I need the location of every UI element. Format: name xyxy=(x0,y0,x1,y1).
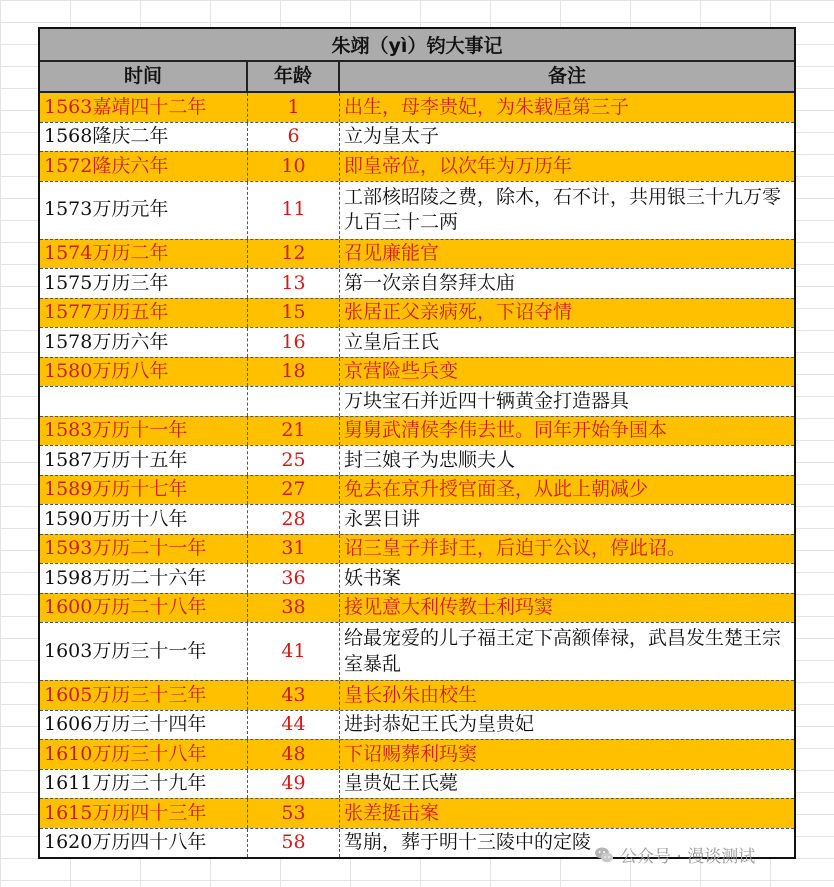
cell-note[interactable]: 万块宝石并近四十辆黄金打造器具 xyxy=(344,389,630,412)
cell-age[interactable]: 6 xyxy=(248,123,340,152)
wechat-icon xyxy=(594,845,614,865)
table-row xyxy=(40,739,794,769)
table-row xyxy=(40,798,794,828)
table-row xyxy=(40,268,794,298)
cell-note[interactable]: 舅舅武清侯李伟去世。同年开始争国本 xyxy=(344,419,668,442)
watermark-text: 公众号 · 漫谈测试 xyxy=(620,847,756,867)
cell-age[interactable]: 10 xyxy=(248,152,340,181)
table-row xyxy=(40,475,794,505)
cell-age[interactable]: 53 xyxy=(248,799,340,828)
table-row xyxy=(40,769,794,799)
cell-time[interactable]: 1611万历三十九年 xyxy=(40,770,248,799)
cell-note[interactable]: 张居正父亲病死，下诏夺情 xyxy=(344,301,573,324)
cell-note[interactable]: 张差挺击案 xyxy=(344,801,440,824)
table-row xyxy=(40,357,794,387)
cell-note[interactable]: 皇长孙朱由校生 xyxy=(344,683,478,706)
table-row xyxy=(40,93,794,122)
cell-age[interactable] xyxy=(248,387,340,416)
cell-note[interactable]: 皇贵妃王氏薨 xyxy=(344,772,459,795)
cell-time[interactable]: 1593万历二十一年 xyxy=(40,535,248,564)
table-row xyxy=(40,239,794,269)
cell-age[interactable]: 36 xyxy=(248,564,340,593)
table-row xyxy=(40,534,794,564)
cell-age[interactable]: 21 xyxy=(248,417,340,446)
cell-age[interactable]: 1 xyxy=(248,93,340,122)
cell-age[interactable]: 49 xyxy=(248,770,340,799)
cell-note[interactable]: 永罢日讲 xyxy=(344,507,421,530)
table-row xyxy=(40,386,794,416)
cell-time[interactable]: 1575万历三年 xyxy=(40,269,248,298)
header-note[interactable]: 备注 xyxy=(547,64,586,87)
cell-age[interactable]: 18 xyxy=(248,358,340,387)
events-table xyxy=(38,27,796,859)
table-title-text: 朱翊（yì）钧大事记 xyxy=(331,35,503,57)
cell-note[interactable]: 第一次亲自祭拜太庙 xyxy=(344,271,516,294)
cell-age[interactable]: 16 xyxy=(248,328,340,357)
cell-time[interactable]: 1572隆庆六年 xyxy=(40,152,248,181)
cell-note[interactable]: 诏三皇子并封王，后迫于公议，停此诏。 xyxy=(344,537,687,560)
cell-note[interactable]: 出生，母李贵妃，为朱载垕第三子 xyxy=(344,95,630,118)
cell-age[interactable]: 27 xyxy=(248,476,340,505)
cell-note[interactable]: 立为皇太子 xyxy=(344,125,440,148)
table-row xyxy=(40,298,794,328)
cell-time[interactable]: 1573万历元年 xyxy=(40,182,248,239)
cell-time[interactable]: 1563嘉靖四十二年 xyxy=(40,93,248,122)
cell-time[interactable]: 1606万历三十四年 xyxy=(40,711,248,740)
cell-age[interactable]: 12 xyxy=(248,240,340,269)
table-row xyxy=(40,327,794,357)
cell-time[interactable]: 1610万历三十八年 xyxy=(40,740,248,769)
table-row xyxy=(40,622,794,680)
cell-note[interactable]: 妖书案 xyxy=(344,566,402,589)
cell-time[interactable]: 1589万历十七年 xyxy=(40,476,248,505)
table-body xyxy=(40,93,794,857)
table-row xyxy=(40,122,794,152)
table-row xyxy=(40,445,794,475)
cell-age[interactable]: 58 xyxy=(248,829,340,858)
table-row xyxy=(40,710,794,740)
cell-time[interactable]: 1587万历十五年 xyxy=(40,446,248,475)
cell-time[interactable]: 1600万历二十八年 xyxy=(40,594,248,623)
cell-age[interactable]: 28 xyxy=(248,505,340,534)
cell-time[interactable]: 1605万历三十三年 xyxy=(40,681,248,710)
table-row xyxy=(40,563,794,593)
cell-time[interactable]: 1574万历二年 xyxy=(40,240,248,269)
cell-time[interactable]: 1577万历五年 xyxy=(40,299,248,328)
table-row xyxy=(40,593,794,623)
header-age[interactable]: 年龄 xyxy=(248,62,340,91)
cell-note[interactable]: 立皇后王氏 xyxy=(344,330,440,353)
cell-time[interactable]: 1578万历六年 xyxy=(40,328,248,357)
cell-note[interactable]: 京营险些兵变 xyxy=(344,360,459,383)
table-row xyxy=(40,680,794,710)
cell-time[interactable]: 1580万历八年 xyxy=(40,358,248,387)
cell-note[interactable]: 免去在京升授官面圣，从此上朝减少 xyxy=(344,478,649,501)
table-row xyxy=(40,151,794,181)
cell-age[interactable]: 25 xyxy=(248,446,340,475)
header-time[interactable]: 时间 xyxy=(40,62,248,91)
cell-age[interactable]: 44 xyxy=(248,711,340,740)
cell-age[interactable]: 13 xyxy=(248,269,340,298)
cell-time[interactable] xyxy=(40,387,248,416)
cell-age[interactable]: 11 xyxy=(248,182,340,239)
cell-time[interactable]: 1598万历二十六年 xyxy=(40,564,248,593)
cell-note[interactable]: 工部核昭陵之费，除木，石不计，共用银三十九万零九百三十二两 xyxy=(344,185,782,233)
cell-time[interactable]: 1620万历四十八年 xyxy=(40,829,248,858)
cell-time[interactable]: 1615万历四十三年 xyxy=(40,799,248,828)
table-title[interactable] xyxy=(40,29,794,62)
cell-time[interactable]: 1603万历三十一年 xyxy=(40,623,248,680)
cell-time[interactable]: 1583万历十一年 xyxy=(40,417,248,446)
cell-note[interactable]: 封三娘子为忠顺夫人 xyxy=(344,448,516,471)
cell-age[interactable]: 48 xyxy=(248,740,340,769)
cell-note[interactable]: 进封恭妃王氏为皇贵妃 xyxy=(344,713,535,736)
cell-age[interactable]: 43 xyxy=(248,681,340,710)
cell-note[interactable]: 给最宠爱的儿子福王定下高额俸禄，武昌发生楚王宗室暴乱 xyxy=(344,627,782,675)
cell-note[interactable]: 接见意大利传教士利玛窦 xyxy=(344,596,554,619)
cell-note[interactable]: 即皇帝位，以次年为万历年 xyxy=(344,154,573,177)
table-row xyxy=(40,416,794,446)
cell-time[interactable]: 1568隆庆二年 xyxy=(40,123,248,152)
cell-note[interactable]: 召见廉能官 xyxy=(344,242,440,265)
cell-age[interactable]: 41 xyxy=(248,623,340,680)
cell-age[interactable]: 38 xyxy=(248,594,340,623)
cell-note[interactable]: 驾崩，葬于明十三陵中的定陵 xyxy=(344,831,592,854)
cell-note[interactable]: 下诏赐葬利玛窦 xyxy=(344,742,478,765)
watermark xyxy=(594,842,755,867)
cell-time[interactable]: 1590万历十八年 xyxy=(40,505,248,534)
table-row xyxy=(40,181,794,239)
table-row xyxy=(40,504,794,534)
cell-age[interactable]: 15 xyxy=(248,299,340,328)
header-row xyxy=(40,62,794,93)
cell-age[interactable]: 31 xyxy=(248,535,340,564)
